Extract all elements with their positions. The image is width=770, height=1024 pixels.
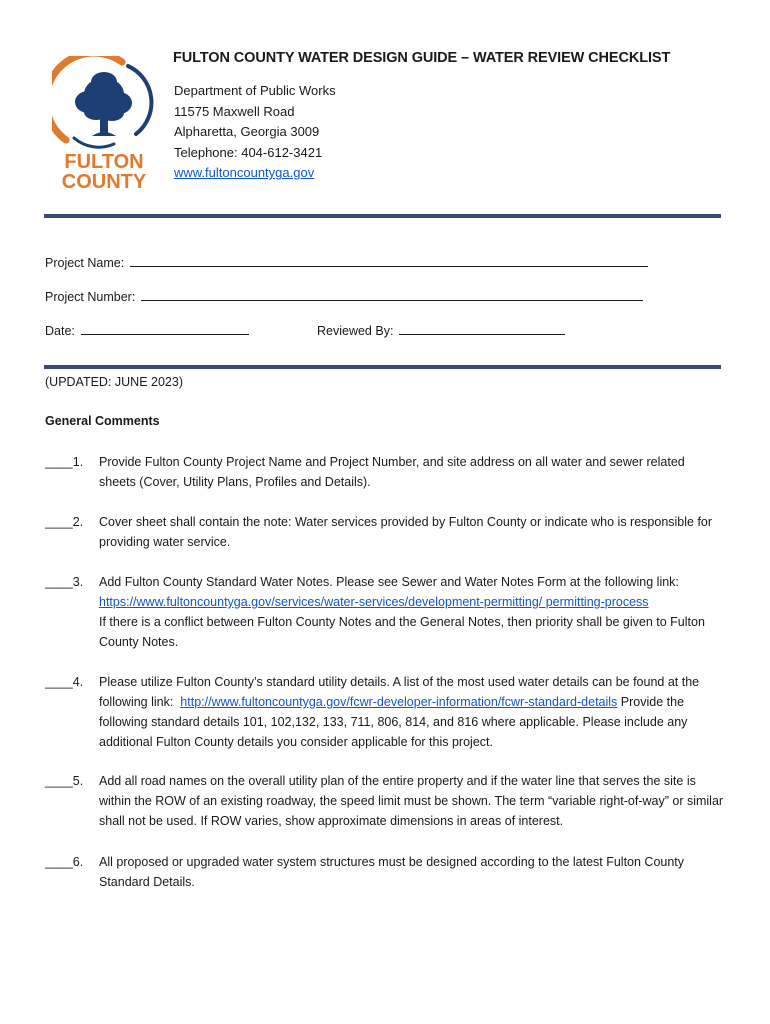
project-number-field <box>45 288 643 304</box>
project-number-input[interactable] <box>141 288 643 301</box>
header-divider <box>44 214 721 218</box>
item-text: Cover sheet shall contain the note: Water services provided by Fulton County or indicate who is responsible for providing water service. <box>99 515 713 549</box>
page-title: FULTON COUNTY WATER DESIGN GUIDE – WATER REVIEW CHECKLIST <box>173 50 671 66</box>
item-number[interactable]: ____2. <box>45 515 84 529</box>
standard-details-link[interactable]: http://www.fultoncountyga.gov/fcwr-developer-information/fcwr-standard-details <box>180 695 618 709</box>
notes-form-link[interactable]: https://www.fultoncountyga.gov/services/water-services/development-permitting/ permitting-process <box>99 595 649 609</box>
item-number[interactable]: ____1. <box>45 455 84 469</box>
item-number[interactable]: ____6. <box>45 855 84 869</box>
item-text <box>99 672 725 752</box>
checklist-item-1 <box>45 452 725 492</box>
item-text-followup: If there is a conflict between Fulton County Notes and the General Notes, then priority shall be given to Fulton County Notes. <box>99 615 705 649</box>
logo-text-fulton: FULTON <box>64 151 144 173</box>
telephone: Telephone: 404-612-3421 <box>174 144 323 160</box>
department-name: Department of Public Works <box>174 83 336 98</box>
updated-date: (UPDATED: JUNE 2023) <box>45 375 183 389</box>
form-divider <box>44 365 721 369</box>
item-text <box>99 572 725 652</box>
project-name-field <box>45 254 648 270</box>
checklist-item-6 <box>45 852 725 892</box>
street-address: 11575 Maxwell Road <box>174 103 295 119</box>
item-text: Provide Fulton County Project Name and Project Number, and site address on all water and sewer related sheets (Cover, Utility Plans, Profiles and Details). <box>99 455 685 489</box>
reviewed-by-field <box>317 322 565 338</box>
fulton-county-logo <box>52 56 156 192</box>
item-text: All proposed or upgraded water system structures must be designed according to the latest Fulton County Standard Details. <box>99 855 685 889</box>
checklist-item-3 <box>45 572 725 652</box>
item-number[interactable]: ____3. <box>45 575 84 589</box>
item-text: Add all road names on the overall utility plan of the entire property and if the water line that serves the site is within the ROW of an existing roadway, the speed limit must be shown. The term “variable right-of-way” or similar shall not be used. If ROW varies, show approximate dimensions in areas of interest. <box>99 774 724 828</box>
city-state-zip: Alpharetta, Georgia 3009 <box>174 124 320 140</box>
logo-text-county: COUNTY <box>61 171 147 192</box>
checklist-item-4 <box>45 672 725 752</box>
project-name-label: Project Name: <box>45 256 125 270</box>
date-field <box>45 322 249 338</box>
date-label: Date: <box>45 324 75 338</box>
checklist-item-2 <box>45 512 725 552</box>
address-block <box>174 81 336 184</box>
website-link[interactable]: www.fultoncountyga.gov <box>174 165 315 181</box>
item-text-intro: Please utilize Fulton County’s standard utility details. A list of the most used water details can be found at the following link: <box>99 675 700 709</box>
item-text-intro: Add Fulton County Standard Water Notes. Please see Sewer and Water Notes Form at the following link: <box>99 575 679 589</box>
section-title: General Comments <box>45 414 160 428</box>
item-number[interactable]: ____5. <box>45 774 84 788</box>
item-text-followup: Provide the following standard details 101, 102,132, 133, 711, 806, 814, and 816 where applicable. Please include any additional Fulton County details you consider applicable for this project. <box>99 695 688 749</box>
reviewed-by-input[interactable] <box>399 322 565 335</box>
reviewed-by-label: Reviewed By: <box>317 324 394 338</box>
item-number[interactable]: ____4. <box>45 675 84 689</box>
date-input[interactable] <box>81 322 249 335</box>
project-name-input[interactable] <box>130 254 648 267</box>
checklist-item-5 <box>45 771 725 831</box>
project-number-label: Project Number: <box>45 290 136 304</box>
